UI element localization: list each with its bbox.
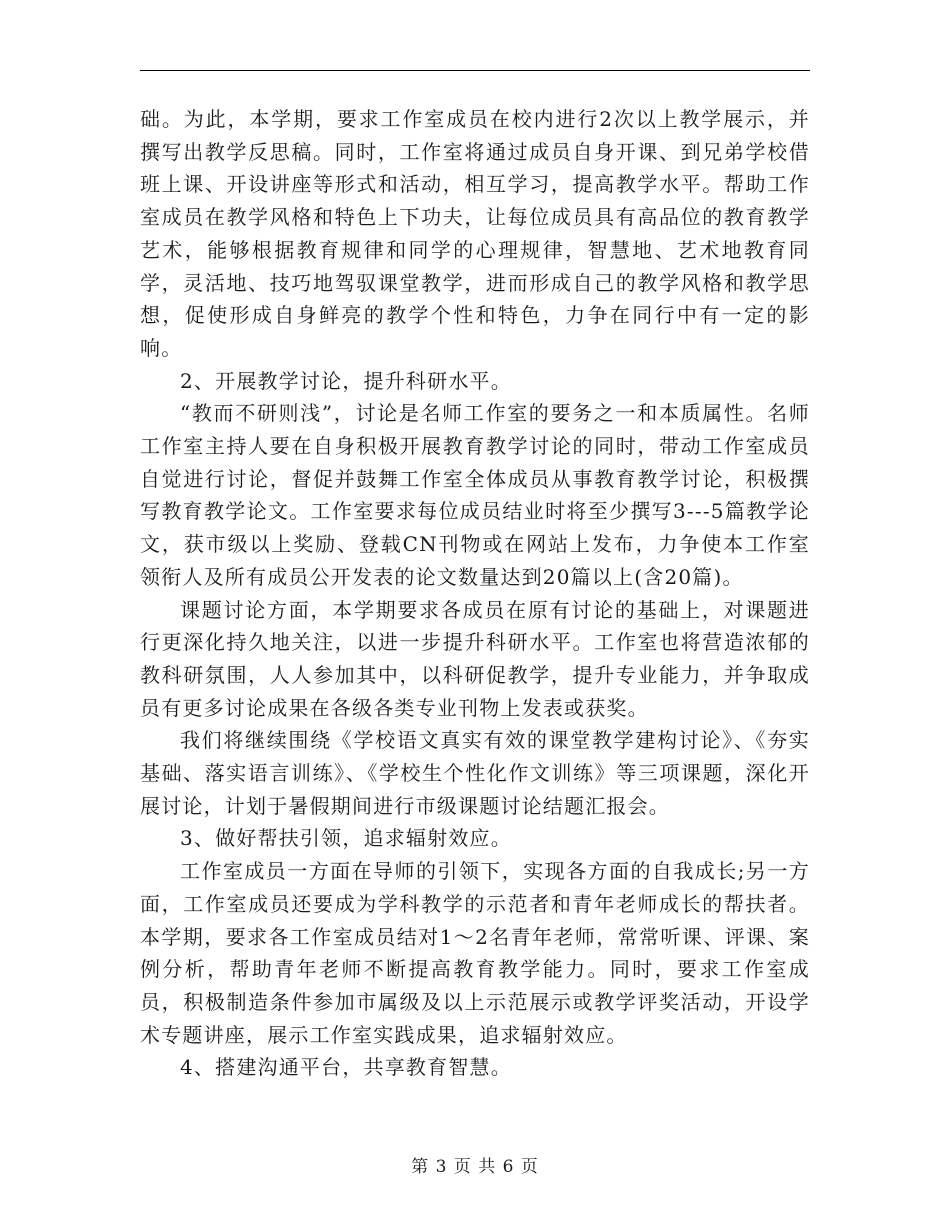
paragraph-mentoring: 工作室成员一方面在导师的引领下，实现各方面的自我成长;另一方面，工作室成员还要成为学科教学的示范者和青年老师成长的帮扶者。本学期，要求各工作室成员结对1～2名青年老师，常常听课、评课、案例分析，帮助青年老师不断提高教育教学能力。同时，要求工作室成员，积极制造条件参加市属级及以上示范展示或教学评奖活动，开设学术专题讲座，展示工作室实践成果，追求辐射效应。 [140, 859, 810, 1047]
header-rule [140, 70, 810, 71]
section-heading-2: 2、开展教学讨论，提升科研水平。 [180, 368, 512, 393]
section-heading-4: 4、搭建沟通平台，共享教育智慧。 [180, 1055, 512, 1080]
document-body [140, 103, 810, 1084]
paragraph-research: “教而不研则浅”，讨论是名师工作室的要务之一和本质属性。名师工作室主持人要在自身积极开展教育教学讨论的同时，带动工作室成员自觉进行讨论，督促并鼓舞工作室全体成员从事教育教学讨论，积极撰写教育教学论文。工作室要求每位成员结业时将至少撰写3---5篇教学论文，获市级以上奖励、登载CN刊物或在网站上发布，力争使本工作室领衔人及所有成员公开发表的论文数量达到20篇以上(含20篇)。 [140, 401, 810, 589]
paragraph-topics: 课题讨论方面，本学期要求各成员在原有讨论的基础上，对课题进行更深化持久地关注，以进一步提升科研水平。工作室也将营造浓郁的教科研氛围，人人参加其中，以科研促教学，提升专业能力，并争取成员有更多讨论成果在各级各类专业刊物上发表或获奖。 [140, 597, 810, 720]
page-number: 第 3 页 共 6 页 [411, 1157, 539, 1177]
paragraph-continuation: 础。为此，本学期，要求工作室成员在校内进行2次以上教学展示，并撰写出教学反思稿。同时，工作室将通过成员自身开课、到兄弟学校借班上课、开设讲座等形式和活动，相互学习，提高教学水平。帮助工作室成员在教学风格和特色上下功夫，让每位成员具有高品位的教育教学艺术，能够根据教育规律和同学的心理规律，智慧地、艺术地教育同学，灵活地、技巧地驾驭课堂教学，进而形成自己的教学风格和教学思想，促使形成自身鲜亮的教学个性和特色，力争在同行中有一定的影响。 [140, 107, 810, 360]
paragraph-projects: 我们将继续围绕《学校语文真实有效的课堂教学建构讨论》、《夯实基础、落实语言训练》、《学校生个性化作文训练》等三项课题，深化开展讨论，计划于暑假期间进行市级课题讨论结题汇报会。 [140, 728, 810, 818]
page-footer [0, 1152, 950, 1177]
section-heading-3: 3、做好帮扶引领，追求辐射效应。 [180, 826, 512, 851]
